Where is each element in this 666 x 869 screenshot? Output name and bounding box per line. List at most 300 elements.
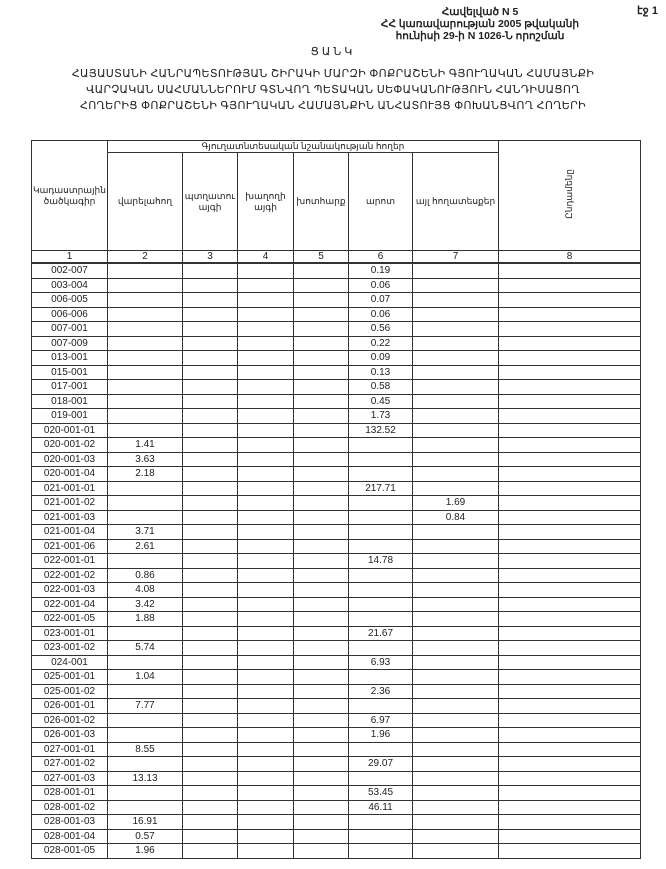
area-cell <box>108 307 183 322</box>
cadastral-code-cell: 027-001-02 <box>32 757 108 772</box>
cadastral-code-cell: 028-001-04 <box>32 829 108 844</box>
area-cell <box>349 742 413 757</box>
area-cell <box>238 554 294 569</box>
cadastral-code-cell: 006-006 <box>32 307 108 322</box>
area-cell <box>238 670 294 685</box>
area-cell <box>294 351 349 366</box>
cadastral-code-cell: 025-001-02 <box>32 684 108 699</box>
area-cell: 21.67 <box>349 626 413 641</box>
cadastral-code-cell: 028-001-05 <box>32 844 108 859</box>
area-cell: 3.63 <box>108 452 183 467</box>
area-cell <box>294 481 349 496</box>
table-row <box>32 336 641 351</box>
area-cell <box>183 525 238 540</box>
area-cell <box>238 626 294 641</box>
table-row <box>32 278 641 293</box>
area-cell <box>183 278 238 293</box>
area-cell <box>108 713 183 728</box>
area-cell: 0.06 <box>349 278 413 293</box>
area-cell: 0.56 <box>349 322 413 337</box>
area-cell <box>499 322 641 337</box>
area-cell <box>238 699 294 714</box>
area-cell <box>499 438 641 453</box>
cadastral-code-cell: 027-001-03 <box>32 771 108 786</box>
area-cell: 0.13 <box>349 365 413 380</box>
area-cell <box>294 525 349 540</box>
page-number: էջ 1 <box>637 5 658 17</box>
table-row <box>32 655 641 670</box>
column-header-pasture: արոտ <box>349 153 413 251</box>
cadastral-code-cell: 019-001 <box>32 409 108 424</box>
area-cell <box>238 844 294 859</box>
area-cell <box>183 322 238 337</box>
area-cell <box>183 699 238 714</box>
area-cell <box>294 771 349 786</box>
table-row <box>32 380 641 395</box>
area-cell <box>413 525 499 540</box>
area-cell: 6.93 <box>349 655 413 670</box>
area-cell: 3.71 <box>108 525 183 540</box>
area-cell <box>108 655 183 670</box>
area-cell <box>238 771 294 786</box>
area-cell <box>499 626 641 641</box>
area-cell <box>238 322 294 337</box>
area-cell <box>238 380 294 395</box>
area-cell <box>238 481 294 496</box>
area-cell <box>349 438 413 453</box>
cadastral-code-cell: 007-001 <box>32 322 108 337</box>
area-cell <box>238 409 294 424</box>
area-cell <box>294 626 349 641</box>
area-cell <box>238 525 294 540</box>
document-title: ՑԱՆԿ <box>310 46 356 58</box>
table-row <box>32 800 641 815</box>
area-cell <box>294 829 349 844</box>
column-header-hayfield: խոտհարք <box>294 153 349 251</box>
area-cell <box>238 684 294 699</box>
area-cell <box>294 800 349 815</box>
table-row <box>32 351 641 366</box>
table-row <box>32 293 641 308</box>
area-cell <box>349 496 413 511</box>
area-cell <box>413 380 499 395</box>
area-cell <box>413 597 499 612</box>
area-cell <box>238 496 294 511</box>
table-row <box>32 583 641 598</box>
area-cell <box>499 496 641 511</box>
area-cell <box>108 757 183 772</box>
area-cell <box>294 423 349 438</box>
area-cell <box>499 365 641 380</box>
table-row <box>32 742 641 757</box>
area-cell: 1.88 <box>108 612 183 627</box>
area-cell <box>294 568 349 583</box>
area-cell <box>294 539 349 554</box>
area-cell <box>183 510 238 525</box>
area-cell: 16.91 <box>108 815 183 830</box>
area-cell: 0.07 <box>349 293 413 308</box>
table-row <box>32 829 641 844</box>
area-cell <box>183 800 238 815</box>
area-cell <box>349 583 413 598</box>
area-cell <box>183 757 238 772</box>
cadastral-code-cell: 026-001-01 <box>32 699 108 714</box>
cadastral-code-cell: 021-001-03 <box>32 510 108 525</box>
area-cell <box>499 394 641 409</box>
cadastral-code-cell: 022-001-01 <box>32 554 108 569</box>
area-cell <box>499 263 641 278</box>
area-cell: 2.36 <box>349 684 413 699</box>
area-cell <box>183 351 238 366</box>
land-table <box>31 140 641 859</box>
table-row <box>32 467 641 482</box>
area-cell <box>183 307 238 322</box>
area-cell <box>108 409 183 424</box>
area-cell <box>413 612 499 627</box>
area-cell <box>108 263 183 278</box>
area-cell <box>183 568 238 583</box>
area-cell <box>294 510 349 525</box>
area-cell <box>183 742 238 757</box>
area-cell <box>108 423 183 438</box>
table-row <box>32 786 641 801</box>
area-cell <box>108 322 183 337</box>
area-cell <box>413 278 499 293</box>
area-cell <box>294 496 349 511</box>
table-row <box>32 568 641 583</box>
area-cell <box>294 278 349 293</box>
area-cell <box>238 394 294 409</box>
area-cell <box>294 815 349 830</box>
column-header-other: այլ հողատեսքեր <box>413 153 499 251</box>
area-cell: 46.11 <box>349 800 413 815</box>
area-cell <box>108 554 183 569</box>
column-number: 8 <box>499 251 641 264</box>
area-cell: 4.08 <box>108 583 183 598</box>
area-cell <box>499 844 641 859</box>
area-cell <box>413 409 499 424</box>
area-cell: 0.86 <box>108 568 183 583</box>
area-cell <box>294 394 349 409</box>
area-cell <box>499 728 641 743</box>
area-cell: 1.41 <box>108 438 183 453</box>
area-cell <box>413 583 499 598</box>
area-cell <box>413 336 499 351</box>
area-cell <box>499 467 641 482</box>
area-cell <box>413 699 499 714</box>
table-row <box>32 481 641 496</box>
area-cell <box>238 539 294 554</box>
area-cell <box>183 786 238 801</box>
area-cell <box>108 394 183 409</box>
area-cell <box>349 612 413 627</box>
area-cell <box>499 815 641 830</box>
document-subtitle <box>20 66 646 114</box>
area-cell: 6.97 <box>349 713 413 728</box>
area-cell <box>294 307 349 322</box>
area-cell: 1.69 <box>413 496 499 511</box>
area-cell <box>499 293 641 308</box>
area-cell: 29.07 <box>349 757 413 772</box>
area-cell: 2.61 <box>108 539 183 554</box>
area-cell <box>499 336 641 351</box>
area-cell <box>413 452 499 467</box>
area-cell: 7.77 <box>108 699 183 714</box>
area-cell <box>294 684 349 699</box>
area-cell <box>413 655 499 670</box>
table-row <box>32 438 641 453</box>
area-cell: 1.96 <box>349 728 413 743</box>
table-row <box>32 307 641 322</box>
total-label: Ընդամենը <box>564 169 574 219</box>
area-cell: 0.09 <box>349 351 413 366</box>
area-cell <box>499 583 641 598</box>
table-row <box>32 844 641 859</box>
cadastral-code-cell: 021-001-06 <box>32 539 108 554</box>
area-cell <box>183 655 238 670</box>
table-row <box>32 612 641 627</box>
table-row <box>32 263 641 278</box>
area-cell <box>294 713 349 728</box>
cadastral-code-cell: 024-001 <box>32 655 108 670</box>
area-cell <box>108 800 183 815</box>
table-row <box>32 670 641 685</box>
table-row <box>32 423 641 438</box>
area-cell: 0.84 <box>413 510 499 525</box>
column-number: 3 <box>183 251 238 264</box>
area-cell <box>238 655 294 670</box>
table-row <box>32 452 641 467</box>
cadastral-code-cell: 021-001-04 <box>32 525 108 540</box>
area-cell <box>413 728 499 743</box>
area-cell <box>349 525 413 540</box>
area-cell <box>499 771 641 786</box>
area-cell <box>499 699 641 714</box>
area-cell <box>349 641 413 656</box>
area-cell <box>499 670 641 685</box>
area-cell: 0.45 <box>349 394 413 409</box>
area-cell <box>238 641 294 656</box>
area-cell <box>349 597 413 612</box>
area-cell <box>413 815 499 830</box>
cadastral-code-cell: 003-004 <box>32 278 108 293</box>
area-cell <box>238 307 294 322</box>
table-row <box>32 394 641 409</box>
area-cell: 0.19 <box>349 263 413 278</box>
area-cell <box>499 612 641 627</box>
area-cell <box>294 322 349 337</box>
area-cell <box>413 554 499 569</box>
area-cell <box>238 365 294 380</box>
cadastral-code-cell: 020-001-01 <box>32 423 108 438</box>
cadastral-code-cell: 018-001 <box>32 394 108 409</box>
area-cell <box>413 757 499 772</box>
area-cell <box>294 380 349 395</box>
area-cell <box>294 670 349 685</box>
cadastral-code-cell: 028-001-02 <box>32 800 108 815</box>
area-cell <box>238 510 294 525</box>
cadastral-code-cell: 017-001 <box>32 380 108 395</box>
area-cell <box>108 380 183 395</box>
area-cell <box>349 815 413 830</box>
table-row <box>32 815 641 830</box>
table-row <box>32 684 641 699</box>
column-header-orchard: պտղատու այգի <box>183 153 238 251</box>
area-cell <box>349 539 413 554</box>
area-cell <box>238 815 294 830</box>
table-row <box>32 626 641 641</box>
area-cell <box>183 380 238 395</box>
area-cell <box>294 409 349 424</box>
area-cell <box>238 351 294 366</box>
area-cell: 5.74 <box>108 641 183 656</box>
column-header-cadastral-code: Կադաստրային ծածկագիր <box>32 141 108 251</box>
area-cell <box>108 510 183 525</box>
area-cell <box>294 336 349 351</box>
table-row <box>32 728 641 743</box>
area-cell: 0.22 <box>349 336 413 351</box>
cadastral-code-cell: 026-001-03 <box>32 728 108 743</box>
area-cell <box>183 829 238 844</box>
area-cell <box>349 670 413 685</box>
area-cell <box>349 829 413 844</box>
area-cell <box>238 336 294 351</box>
area-cell <box>294 655 349 670</box>
area-cell <box>499 351 641 366</box>
table-row <box>32 554 641 569</box>
table-row <box>32 771 641 786</box>
cadastral-code-cell: 002-007 <box>32 263 108 278</box>
cadastral-code-cell: 020-001-03 <box>32 452 108 467</box>
area-cell <box>238 278 294 293</box>
column-number: 7 <box>413 251 499 264</box>
area-cell <box>294 438 349 453</box>
table-row <box>32 597 641 612</box>
area-cell <box>183 423 238 438</box>
area-cell <box>294 467 349 482</box>
area-cell <box>238 438 294 453</box>
area-cell: 8.55 <box>108 742 183 757</box>
cadastral-code-cell: 020-001-02 <box>32 438 108 453</box>
area-cell <box>183 452 238 467</box>
area-cell: 217.71 <box>349 481 413 496</box>
area-cell <box>499 757 641 772</box>
area-cell <box>413 641 499 656</box>
appendix-note <box>330 6 630 42</box>
column-header-total <box>499 141 641 251</box>
area-cell <box>499 452 641 467</box>
table-row <box>32 510 641 525</box>
area-cell <box>108 728 183 743</box>
cadastral-code-cell: 022-001-02 <box>32 568 108 583</box>
area-cell <box>238 800 294 815</box>
area-cell <box>413 786 499 801</box>
area-cell <box>183 728 238 743</box>
area-cell <box>183 612 238 627</box>
area-cell <box>499 481 641 496</box>
area-cell <box>413 365 499 380</box>
area-cell <box>499 554 641 569</box>
area-cell <box>499 525 641 540</box>
column-number: 6 <box>349 251 413 264</box>
area-cell <box>238 728 294 743</box>
area-cell: 53.45 <box>349 786 413 801</box>
group-header-agricultural-land: Գյուղատնտեսական նշանակության հողեր <box>108 141 499 153</box>
area-cell: 14.78 <box>349 554 413 569</box>
area-cell <box>294 699 349 714</box>
cadastral-code-cell: 028-001-01 <box>32 786 108 801</box>
area-cell <box>108 496 183 511</box>
area-cell <box>413 626 499 641</box>
cadastral-code-cell: 021-001-02 <box>32 496 108 511</box>
area-cell <box>349 568 413 583</box>
area-cell: 0.58 <box>349 380 413 395</box>
area-cell <box>183 336 238 351</box>
area-cell <box>349 510 413 525</box>
area-cell <box>183 365 238 380</box>
area-cell <box>349 467 413 482</box>
area-cell <box>183 713 238 728</box>
area-cell <box>499 641 641 656</box>
area-cell <box>183 771 238 786</box>
area-cell <box>294 263 349 278</box>
area-cell <box>499 713 641 728</box>
area-cell <box>413 713 499 728</box>
area-cell: 13.13 <box>108 771 183 786</box>
area-cell <box>499 278 641 293</box>
subtitle-line: ՎԱՐՉԱԿԱՆ ՍԱՀՄԱՆՆԵՐՈՒՄ ԳՏՆՎՈՂ ՊԵՏԱԿԱՆ ՍԵՓԱԿԱՆՈՒԹՅՈՒՆ ՀԱՆԴԻՍԱՑՈՂ <box>86 84 580 96</box>
area-cell <box>108 278 183 293</box>
area-cell <box>413 293 499 308</box>
appendix-line: ՀՀ կառավարության 2005 թվականի <box>380 18 580 30</box>
area-cell <box>499 800 641 815</box>
area-cell <box>294 844 349 859</box>
area-cell <box>294 612 349 627</box>
cadastral-code-cell: 027-001-01 <box>32 742 108 757</box>
subtitle-line: ՀԱՅԱՍՏԱՆԻ ՀԱՆՐԱՊԵՏՈՒԹՅԱՆ ՇԻՐԱԿԻ ՄԱՐԶԻ ՓՈՔՐԱՇԵՆԻ ԳՅՈՒՂԱԿԱՆ ՀԱՄԱՅՆՔԻ <box>71 68 595 80</box>
area-cell <box>238 452 294 467</box>
cadastral-code-cell: 025-001-01 <box>32 670 108 685</box>
area-cell <box>183 684 238 699</box>
area-cell <box>413 263 499 278</box>
area-cell: 1.73 <box>349 409 413 424</box>
table-row <box>32 365 641 380</box>
area-cell <box>183 481 238 496</box>
area-cell <box>183 539 238 554</box>
cadastral-code-cell: 006-005 <box>32 293 108 308</box>
area-cell <box>294 293 349 308</box>
cadastral-code-cell: 022-001-04 <box>32 597 108 612</box>
area-cell <box>108 684 183 699</box>
cadastral-code-cell: 022-001-05 <box>32 612 108 627</box>
area-cell <box>108 786 183 801</box>
cadastral-code-cell: 015-001 <box>32 365 108 380</box>
area-cell <box>499 423 641 438</box>
area-cell <box>183 496 238 511</box>
area-cell <box>413 423 499 438</box>
column-header-arable: վարելահող <box>108 153 183 251</box>
area-cell <box>183 263 238 278</box>
area-cell <box>183 409 238 424</box>
area-cell <box>238 612 294 627</box>
area-cell <box>294 786 349 801</box>
area-cell <box>238 786 294 801</box>
area-cell <box>499 380 641 395</box>
table-row <box>32 699 641 714</box>
area-cell <box>499 510 641 525</box>
area-cell <box>108 351 183 366</box>
area-cell <box>413 684 499 699</box>
